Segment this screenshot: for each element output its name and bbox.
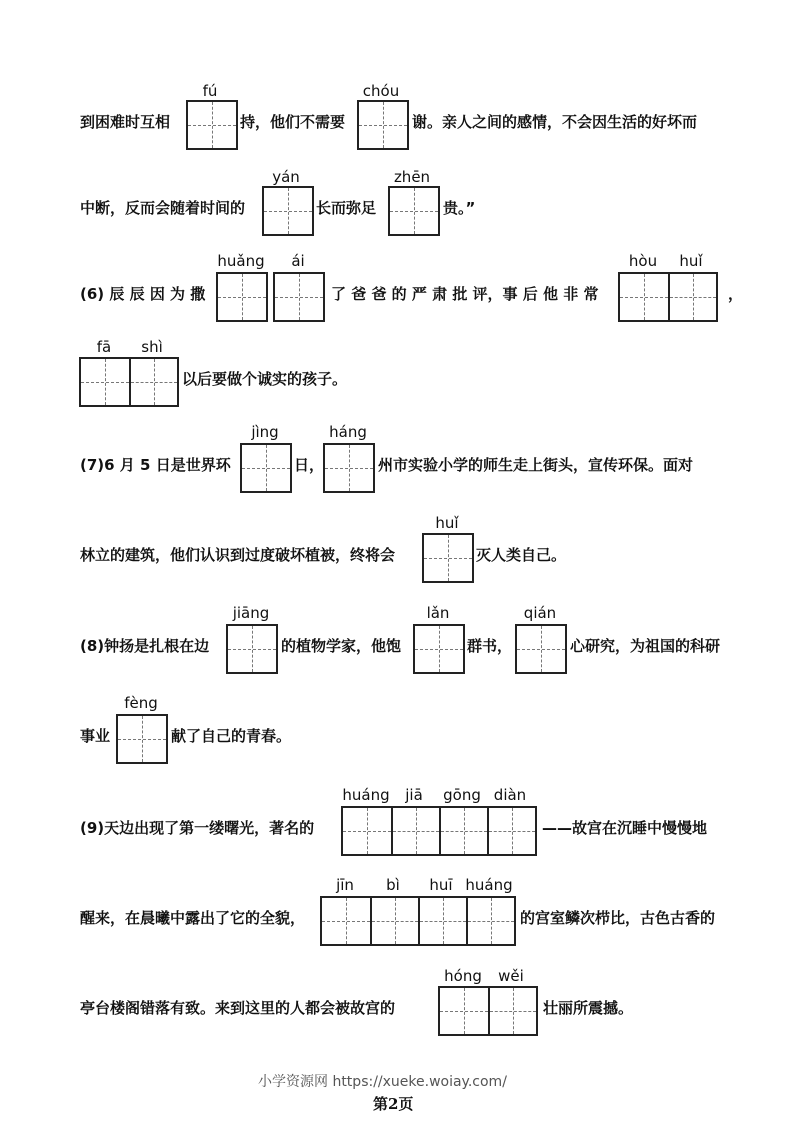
sentence-text: 壮丽所震撼。: [543, 999, 634, 1017]
character-box[interactable]: [216, 272, 268, 322]
sentence-text: (9)天边出现了第一缕曙光，著名的: [80, 819, 315, 837]
sentence-text: 灭人类自己。: [476, 546, 567, 564]
pinyin-label: huáng: [465, 876, 513, 894]
pinyin-label: bì: [386, 876, 400, 894]
character-box[interactable]: [515, 624, 567, 674]
sentence-text: 的植物学家，他饱: [281, 637, 402, 655]
character-box-double[interactable]: [618, 272, 718, 322]
character-box[interactable]: [226, 624, 278, 674]
character-box-double[interactable]: [79, 357, 179, 407]
sentence-text: (8)钟扬是扎根在边: [80, 637, 210, 655]
sentence-text: 亭台楼阁错落有致。来到这里的人都会被故宫的: [80, 999, 396, 1017]
sentence-text: 林立的建筑，他们认识到过度破坏植被，终将会: [80, 546, 396, 564]
character-box[interactable]: [323, 443, 375, 493]
pinyin-label: jiāng: [232, 604, 270, 622]
sentence-text: 以后要做个诚实的孩子。: [182, 370, 348, 388]
character-box[interactable]: [186, 100, 238, 150]
pinyin-label: yán: [272, 168, 300, 186]
sentence-text: 到困难时互相: [80, 113, 171, 131]
character-box[interactable]: [422, 533, 474, 583]
character-box-double[interactable]: [438, 986, 538, 1036]
sentence-text: 了 爸 爸 的 严 肃 批 评，事 后 他 非 常: [331, 285, 599, 303]
pinyin-label: huī: [429, 876, 453, 894]
pinyin-label: shì: [141, 338, 163, 356]
page-number: 第2页: [373, 1095, 414, 1113]
sentence-text: 日，: [294, 456, 325, 474]
sentence-text: 的宫室鳞次栉比，古色古香的: [520, 909, 716, 927]
character-box[interactable]: [388, 186, 440, 236]
sentence-text: (7)6 月 5 日是世界环: [80, 456, 231, 474]
pinyin-label: jìng: [251, 423, 279, 441]
character-box[interactable]: [240, 443, 292, 493]
sentence-text: 持，他们不需要: [240, 113, 346, 131]
pinyin-label: chóu: [362, 82, 400, 100]
pinyin-label: fú: [202, 82, 218, 100]
pinyin-label: jīn: [336, 876, 354, 894]
sentence-text: 州市实验小学的师生走上街头，宣传环保。面对: [378, 456, 694, 474]
character-box[interactable]: [413, 624, 465, 674]
pinyin-label: háng: [329, 423, 367, 441]
pinyin-label: hòu: [628, 252, 658, 270]
sentence-text: 贵。”: [443, 199, 476, 217]
pinyin-label: huǐ: [435, 514, 459, 532]
pinyin-label: hóng: [444, 967, 482, 985]
pinyin-label: huáng: [342, 786, 390, 804]
pinyin-label: jiā: [405, 786, 423, 804]
sentence-text: 献了自己的青春。: [171, 727, 292, 745]
sentence-text: 中断，反而会随着时间的: [80, 199, 246, 217]
character-box[interactable]: [262, 186, 314, 236]
character-box-quad[interactable]: [320, 896, 516, 946]
pinyin-label: gōng: [443, 786, 481, 804]
pinyin-label: fā: [96, 338, 112, 356]
pinyin-label: zhēn: [393, 168, 431, 186]
sentence-text: ——故宫在沉睡中慢慢地: [542, 819, 708, 837]
sentence-text: 长而弥足: [316, 199, 377, 217]
character-box-quad[interactable]: [341, 806, 537, 856]
sentence-text: 谢。亲人之间的感情，不会因生活的好坏而: [412, 113, 698, 131]
sentence-text: 心研究，为祖国的科研: [570, 637, 721, 655]
character-box[interactable]: [116, 714, 168, 764]
site-watermark: 小学资源网 https://xueke.woiay.com/: [258, 1074, 507, 1090]
sentence-text: ，: [728, 285, 744, 303]
sentence-text: (6) 辰 辰 因 为 撒: [80, 285, 206, 303]
sentence-text: 醒来，在晨曦中露出了它的全貌，: [80, 909, 306, 927]
pinyin-label: wěi: [498, 967, 524, 985]
pinyin-label: huǎng: [217, 252, 265, 270]
pinyin-label: fèng: [124, 694, 158, 712]
pinyin-label: qián: [523, 604, 557, 622]
sentence-text: 事业: [80, 727, 111, 745]
character-box[interactable]: [273, 272, 325, 322]
pinyin-label: huǐ: [679, 252, 703, 270]
pinyin-label: lǎn: [426, 604, 450, 622]
pinyin-label: diàn: [493, 786, 527, 804]
pinyin-label: ái: [291, 252, 305, 270]
sentence-text: 群书，: [467, 637, 513, 655]
character-box[interactable]: [357, 100, 409, 150]
